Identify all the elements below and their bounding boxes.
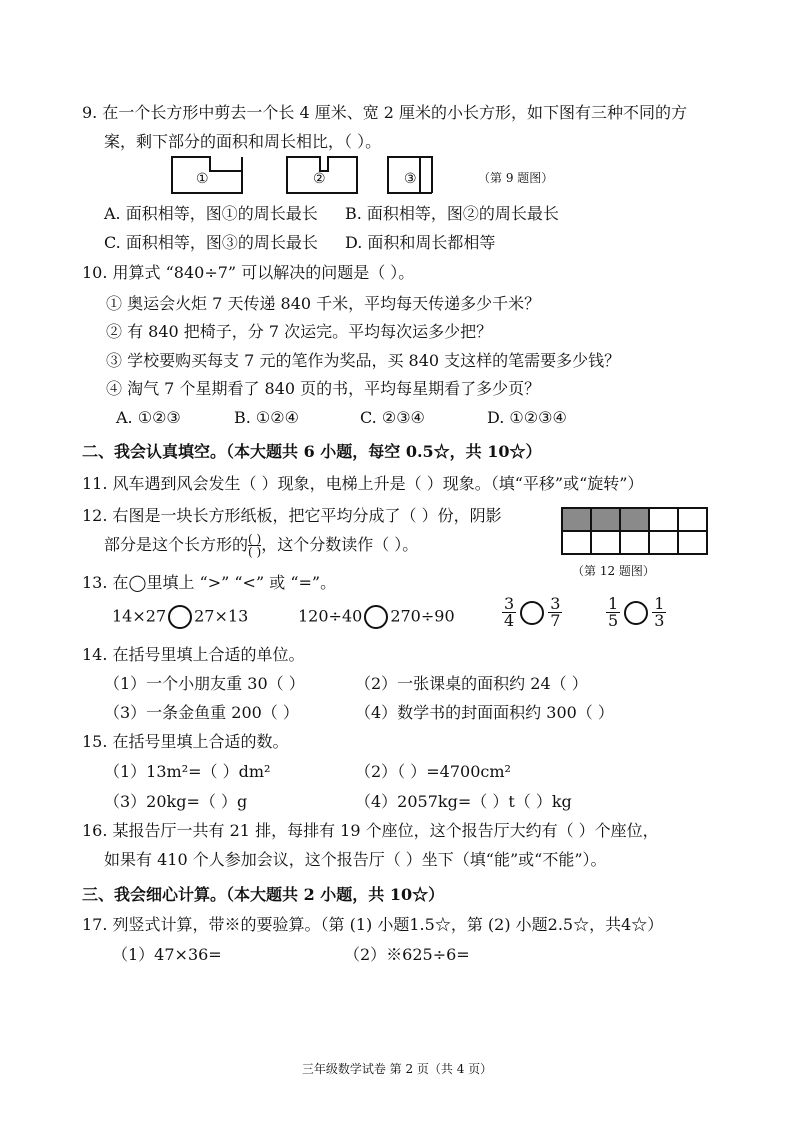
q17-item-1: （1）47×36= [112,945,222,964]
q9-option-a: A. 面积相等，图①的周长最长 [104,204,318,223]
q13-circle-4[interactable] [624,601,648,625]
q9-fig-caption: （第 9 题图） [478,171,554,185]
q12-line2-post: ，这个分数读作（ ）。 [261,535,419,554]
q10-option-c: C. ②③④ [360,408,425,427]
q12-grid-cell [678,508,707,531]
q15-item-1: （1）13m²=（ ）dm² [104,762,271,781]
q12-frac-num: ( ) [248,532,262,546]
q13-circle-2[interactable] [364,605,388,629]
q12-grid-row [562,508,707,531]
q9-fig-label-3: ③ [404,171,417,187]
q14-item-4: （4）数学书的封面面积约 300（ ） [355,703,614,722]
q12-grid-cell [620,531,649,554]
q13-frac-1-3: $\frac{1}{3}$ [654,594,665,630]
q9-fig-label-1: ① [196,171,209,187]
q13-compare-1 [112,605,248,629]
q12-frac-den: ( ) [248,545,262,559]
q14-item-1: （1）一个小朋友重 30（ ） [104,674,305,693]
q17-item-2: （2）※625÷6= [344,945,470,964]
q12-line1: 12. 右图是一块长方形纸板，把它平均分成了（ ）份，阴影 [82,506,502,525]
q15-item-3: （3）20kg=（ ）g [104,792,248,811]
q15-title: 15. 在括号里填上合适的数。 [82,732,289,751]
q16-line1: 16. 某报告厅一共有 21 排，每排有 19 个座位，这个报告厅大约有（ ）个座位， [82,821,659,840]
q12-grid-cell [649,508,678,531]
q9-option-c: C. 面积相等，图③的周长最长 [104,233,318,252]
q13-c2-left: 120÷40 [298,606,363,626]
q13-frac-1-5: $\frac{1}{5}$ [608,594,619,630]
q12-line2-pre: 部分是这个长方形的 [104,535,249,554]
section-2-heading: 二、我会认真填空。（本大题共 6 小题，每空 0.5☆，共 10☆） [82,442,542,461]
q12-caption: （第 12 题图） [572,564,655,578]
q14-item-3: （3）一条金鱼重 200（ ） [104,703,299,722]
page-footer: 三年级数学试卷 第 2 页（共 4 页） [301,1062,493,1076]
q11-text: 11. 风车遇到风会发生（ ）现象，电梯上升是（ ）现象。（填“平移”或“旋转”） [82,474,644,493]
q13-compare-2 [298,605,455,629]
q10-option-b: B. ①②④ [234,408,299,427]
q16-line2: 如果有 410 个人参加会议，这个报告厅（ ）坐下（填“能”或“不能”）。 [104,850,607,869]
q10-item-2: ② 有 840 把椅子，分 7 次运完。平均每次运多少把？ [106,322,493,341]
q12-grid-cell-shaded [620,508,649,531]
q15-item-4: （4）2057kg=（ ）t（ ）kg [355,792,572,811]
q12-grid-cell [591,531,620,554]
q13-c1-left: 14×27 [112,606,167,626]
q13-c1-right: 27×13 [194,606,249,626]
q12-grid-cell-shaded [562,508,591,531]
q12-grid-cell [649,531,678,554]
q12-grid-cell-shaded [591,508,620,531]
q13-circle-3[interactable] [520,601,544,625]
q13-frac-3-7: $\frac{3}{7}$ [550,594,561,630]
q9-option-b: B. 面积相等，图②的周长最长 [345,204,559,223]
q13-compare-4 [604,596,668,629]
q14-item-2: （2）一张课桌的面积约 24（ ） [355,674,588,693]
q12-grid-cell [562,531,591,554]
q13-frac-3-4: $\frac{3}{4}$ [504,594,515,630]
q10-title: 10. 用算式 “840÷7” 可以解决的问题是（ ）。 [82,263,415,282]
q12-blank-fraction [248,533,261,558]
q13-circle-1[interactable] [168,605,192,629]
q12-line2 [104,533,418,558]
q14-title: 14. 在括号里填上合适的单位。 [82,645,305,664]
q10-item-1: ① 奥运会火炬 7 天传递 840 千米，平均每天传递多少千米？ [106,294,541,313]
q15-item-2: （2）（ ）=4700cm² [355,762,511,781]
q10-item-3: ③ 学校要购买每支 7 元的笔作为奖品，买 840 支这样的笔需要多少钱？ [106,351,621,370]
section-3-heading: 三、我会细心计算。（本大题共 2 小题，共 10☆） [82,885,445,904]
q13-compare-3 [500,596,564,629]
q13-title: 13. 在◯里填上 “>” “<” 或 “=”。 [82,573,337,592]
q12-grid-figure [561,507,708,555]
q9-fig-label-2: ② [313,171,326,187]
q10-item-4: ④ 淘气 7 个星期看了 840 页的书，平均每星期看了多少页？ [106,379,541,398]
q9-line2: 案，剩下部分的面积和周长相比，（ ）。 [104,132,382,151]
q13-c2-right: 270÷90 [390,606,455,626]
q9-option-d: D. 面积和周长都相等 [345,233,496,252]
q10-option-d: D. ①②③④ [487,408,567,427]
q10-option-a: A. ①②③ [116,408,181,427]
q12-grid-cell [678,531,707,554]
q17-title: 17. 列竖式计算，带※的要验算。（第 (1) 小题1.5☆，第 (2) 小题2.5☆，共4☆） [82,915,664,934]
q12-grid-row [562,531,707,554]
q9-line1: 9. 在一个长方形中剪去一个长 4 厘米、宽 2 厘米的小长方形，如下图有三种不同的方 [82,103,688,122]
